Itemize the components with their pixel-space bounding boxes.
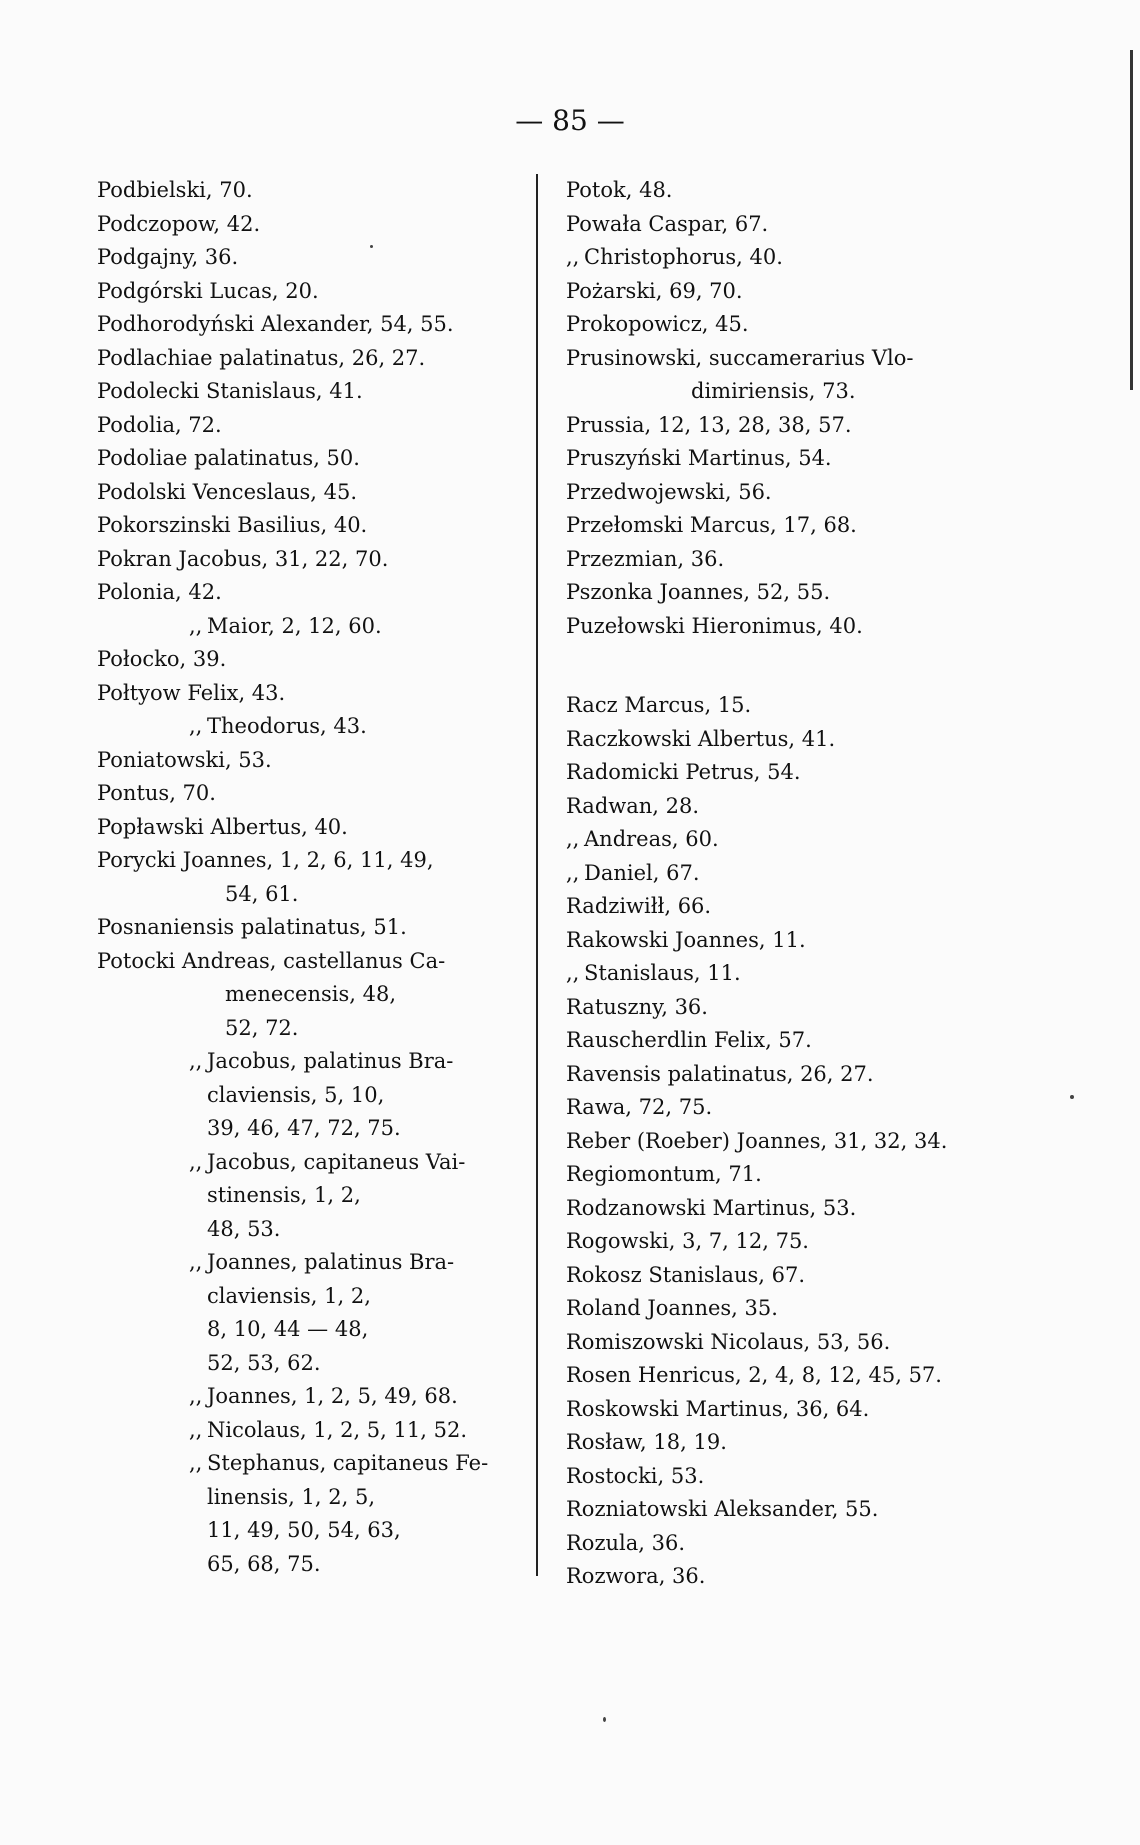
ditto-mark: ,, (189, 714, 203, 738)
index-entry (97, 1146, 517, 1247)
entry-continuation: 11, 49, 50, 54, 63, (207, 1518, 401, 1542)
index-entry (566, 857, 996, 891)
ditto-mark: ,, (189, 1149, 203, 1174)
index-entry (97, 442, 517, 476)
ditto-mark: ,, (189, 1049, 203, 1073)
index-entry (566, 241, 996, 275)
index-entry (97, 1246, 517, 1380)
index-entry (566, 342, 996, 409)
entry-text: Romiszowski Nicolaus, 53, 56. (566, 1329, 891, 1354)
entry-text: Podhorodyński Alexander, 54, 55. (97, 312, 454, 336)
entry-text: Pontus, 70. (97, 781, 216, 805)
entry-text: Pokorszinski Basilius, 40. (97, 513, 368, 537)
entry-text: Przezmian, 36. (566, 546, 725, 571)
index-entry (566, 1192, 996, 1226)
index-entry (97, 476, 517, 510)
entry-text: Jacobus, palatinus Bra- (207, 1049, 454, 1073)
ditto-mark: ,, (189, 613, 203, 638)
entry-text: Podgajny, 36. (97, 245, 239, 269)
entry-text: Przedwojewski, 56. (566, 479, 772, 504)
ditto-mark: ,, (189, 1451, 203, 1475)
entry-text: Radomicki Petrus, 54. (566, 760, 801, 784)
entry-text: Joannes, palatinus Bra- (207, 1250, 455, 1274)
index-entry (97, 543, 517, 577)
entry-text: Stanislaus, 11. (584, 961, 741, 985)
entry-text: Stephanus, capitaneus Fe- (207, 1451, 489, 1475)
index-entry (566, 509, 996, 543)
index-entry (566, 1024, 996, 1058)
entry-text: Podolia, 72. (97, 412, 222, 437)
entry-text: Porycki Joannes, 1, 2, 6, 11, 49, (97, 848, 434, 872)
index-entry (566, 275, 996, 309)
index-entry (566, 610, 996, 644)
index-entry (566, 1359, 996, 1393)
entry-text: Popławski Albertus, 40. (97, 814, 348, 839)
entry-text: Rosen Henricus, 2, 4, 8, 12, 45, 57. (566, 1363, 942, 1387)
index-entry (566, 1460, 996, 1494)
index-entry (566, 1560, 996, 1594)
entry-text: Potok, 48. (566, 178, 673, 202)
entry-text: Poniatowski, 53. (97, 747, 272, 772)
index-entry (566, 890, 996, 924)
index-entry (97, 643, 517, 677)
entry-text: Pszonka Joannes, 52, 55. (566, 580, 831, 604)
entry-text: Pruszyński Martinus, 54. (566, 446, 832, 470)
entry-text: Regiomontum, 71. (566, 1162, 762, 1186)
entry-text: Ravensis palatinatus, 26, 27. (566, 1061, 874, 1086)
entry-text: Reber (Roeber) Joannes, 31, 32, 34. (566, 1128, 948, 1153)
index-entry (566, 1058, 996, 1092)
entry-text: Rozula, 36. (566, 1530, 686, 1555)
index-entry (566, 756, 996, 790)
entry-continuation: linensis, 1, 2, 5, (207, 1484, 375, 1509)
page-number: — 85 — (515, 104, 625, 137)
entry-text: Rauscherdlin Felix, 57. (566, 1028, 812, 1052)
ditto-mark: ,, (189, 1384, 203, 1408)
ditto-mark: ,, (566, 860, 580, 885)
entry-text: Daniel, 67. (584, 860, 700, 885)
index-entry (566, 576, 996, 610)
entry-text: Rodzanowski Martinus, 53. (566, 1195, 857, 1220)
index-entry (566, 543, 996, 577)
entry-continuation: claviensis, 5, 10, (207, 1082, 385, 1107)
index-entry (566, 442, 996, 476)
index-entry (566, 790, 996, 824)
ditto-mark: ,, (566, 827, 580, 851)
entry-text: Christophorus, 40. (584, 245, 783, 269)
index-entry (97, 1045, 517, 1146)
index-entry (97, 1380, 517, 1414)
entry-text: Ratuszny, 36. (566, 994, 708, 1019)
index-entry (97, 911, 517, 945)
entry-continuation: claviensis, 1, 2, (207, 1283, 371, 1308)
entry-text: Racz Marcus, 15. (566, 693, 752, 717)
index-entry (566, 689, 996, 723)
index-entry (97, 844, 517, 911)
ditto-mark: ,, (566, 245, 580, 269)
index-entry (566, 924, 996, 958)
index-entry (566, 1493, 996, 1527)
entry-text: Radziwiłł, 66. (566, 894, 712, 918)
entry-text: Powała Caspar, 67. (566, 211, 769, 236)
index-entry (97, 777, 517, 811)
index-entry (566, 1393, 996, 1427)
entry-text: Podlachiae palatinatus, 26, 27. (97, 345, 426, 370)
index-entry (566, 991, 996, 1025)
entry-text: Podczopow, 42. (97, 211, 261, 236)
index-entry (97, 275, 517, 309)
entry-continuation: 52, 53, 62. (207, 1350, 321, 1375)
entry-text: Roland Joannes, 35. (566, 1296, 778, 1320)
entry-continuation: 39, 46, 47, 72, 75. (207, 1116, 401, 1140)
entry-text: Raczkowski Albertus, 41. (566, 726, 836, 751)
entry-text: Radwan, 28. (566, 793, 700, 818)
index-entry (566, 1292, 996, 1326)
entry-text: Maior, 2, 12, 60. (207, 613, 382, 638)
ditto-mark: ,, (189, 1250, 203, 1274)
entry-text: Podolski Venceslaus, 45. (97, 479, 358, 504)
entry-continuation: 48, 53. (207, 1216, 281, 1241)
entry-text: Pokran Jacobus, 31, 22, 70. (97, 546, 389, 571)
index-entry (566, 823, 996, 857)
entry-continuation: stinensis, 1, 2, (207, 1183, 361, 1207)
entry-text: Rozwora, 36. (566, 1564, 706, 1588)
entry-text: Theodorus, 43. (207, 714, 367, 738)
index-entry (566, 208, 996, 242)
entry-text: Podoliae palatinatus, 50. (97, 446, 360, 470)
entry-text: Rawa, 72, 75. (566, 1095, 713, 1119)
entry-text: Rozniatowski Aleksander, 55. (566, 1497, 879, 1521)
print-speck (603, 1717, 606, 1722)
entry-continuation: 65, 68, 75. (207, 1551, 321, 1576)
entry-text: Prussia, 12, 13, 28, 38, 57. (566, 412, 852, 437)
print-speck (370, 245, 373, 248)
entry-continuation: dimiriensis, 73. (691, 379, 856, 403)
entry-text: Andreas, 60. (584, 827, 719, 851)
entry-text: Joannes, 1, 2, 5, 49, 68. (207, 1384, 458, 1408)
index-entry (566, 1259, 996, 1293)
index-entry (97, 241, 517, 275)
entry-text: Podolecki Stanislaus, 41. (97, 379, 363, 403)
index-entry (97, 208, 517, 242)
index-entry (97, 342, 517, 376)
index-entry (566, 1426, 996, 1460)
index-entry (97, 811, 517, 845)
index-entry (97, 945, 517, 1046)
index-entry (566, 1225, 996, 1259)
index-entry (566, 1125, 996, 1159)
entry-text: Potocki Andreas, castellanus Ca- (97, 948, 446, 973)
entry-text: Przełomski Marcus, 17, 68. (566, 513, 857, 537)
ditto-mark: ,, (566, 961, 580, 985)
entry-text: Połocko, 39. (97, 647, 227, 671)
entry-text: Prokopowicz, 45. (566, 312, 749, 336)
index-entry (97, 174, 517, 208)
index-entry (566, 723, 996, 757)
index-entry (566, 1326, 996, 1360)
index-column-right (566, 174, 996, 1594)
entry-text: Roskowski Martinus, 36, 64. (566, 1396, 870, 1421)
index-entry (566, 409, 996, 443)
index-entry (97, 509, 517, 543)
index-entry (97, 308, 517, 342)
entry-text: Prusinowski, succamerarius Vlo- (566, 345, 914, 370)
entry-text: Rostocki, 53. (566, 1463, 705, 1488)
entry-text: Posnaniensis palatinatus, 51. (97, 915, 407, 939)
index-entry (566, 476, 996, 510)
index-entry (566, 957, 996, 991)
index-entry (97, 1447, 517, 1581)
entry-text: Podgórski Lucas, 20. (97, 278, 319, 303)
ditto-mark: ,, (189, 1417, 203, 1442)
page-edge-mark (1130, 50, 1133, 390)
index-entry (566, 308, 996, 342)
entry-continuation: 8, 10, 44 — 48, (207, 1317, 369, 1341)
entry-text: Jacobus, capitaneus Vai- (207, 1149, 466, 1174)
index-entry (97, 744, 517, 778)
index-entry (97, 710, 517, 744)
index-entry (97, 375, 517, 409)
index-entry (97, 677, 517, 711)
index-entry (97, 610, 517, 644)
entry-text: Rokosz Stanislaus, 67. (566, 1262, 805, 1287)
index-entry (97, 409, 517, 443)
entry-text: Nicolaus, 1, 2, 5, 11, 52. (207, 1417, 467, 1442)
column-divider (536, 174, 538, 1576)
index-entry (97, 1414, 517, 1448)
index-entry (566, 174, 996, 208)
entry-text: Polonia, 42. (97, 580, 222, 604)
entry-continuation: 52, 72. (225, 1015, 299, 1040)
entry-text: Rogowski, 3, 7, 12, 75. (566, 1229, 809, 1253)
index-entry (566, 1527, 996, 1561)
entry-continuation: 54, 61. (225, 881, 299, 906)
print-speck (1070, 1095, 1074, 1099)
entry-text: Rosław, 18, 19. (566, 1430, 727, 1454)
entry-text: Puzełowski Hieronimus, 40. (566, 613, 863, 638)
index-entry (566, 1091, 996, 1125)
entry-text: Połtyow Felix, 43. (97, 680, 286, 705)
entry-text: Rakowski Joannes, 11. (566, 927, 806, 952)
index-column-left (97, 174, 517, 1581)
index-entry (97, 576, 517, 610)
entry-text: Podbielski, 70. (97, 178, 253, 202)
entry-continuation: menecensis, 48, (225, 982, 397, 1006)
entry-text: Pożarski, 69, 70. (566, 278, 743, 303)
index-entry (566, 1158, 996, 1192)
